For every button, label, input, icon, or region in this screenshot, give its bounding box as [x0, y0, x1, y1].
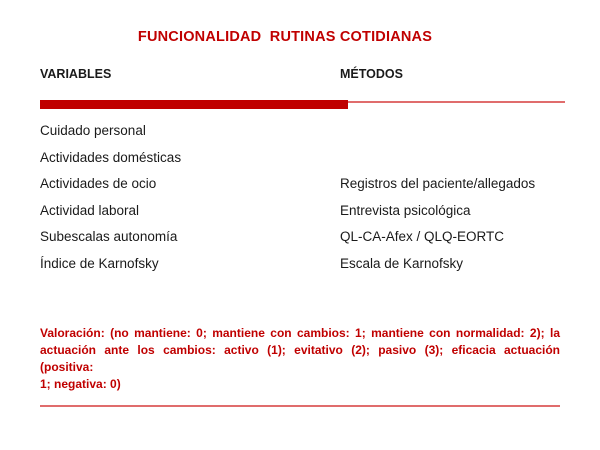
- method-cell: Registros del paciente/allegados: [340, 176, 536, 192]
- method-cell: Entrevista psicológica: [340, 202, 471, 218]
- valoracion-note: [40, 325, 560, 393]
- variable-cell: Actividad laboral: [40, 202, 140, 218]
- valoracion-line: Valoración: (no mantiene: 0; mantiene con cambios: 1; mantiene con normalidad: 2); la: [40, 326, 560, 340]
- method-cell: QL-CA-Afex / QLQ-EORTC: [340, 229, 505, 245]
- slide-title: FUNCIONALIDAD RUTINAS COTIDIANAS: [137, 29, 433, 45]
- table-row: [40, 145, 565, 172]
- variable-cell: Índice de Karnofsky: [40, 255, 159, 271]
- variable-cell: Cuidado personal: [40, 123, 146, 138]
- variable-cell: Actividades de ocio: [40, 176, 157, 192]
- method-cell: Escala de Karnofsky: [340, 255, 464, 271]
- table-row: [40, 198, 565, 225]
- method-cell: [340, 145, 565, 172]
- valoracion-line: 1; negativa: 0): [40, 377, 121, 391]
- divider-thick-bar: [40, 100, 348, 109]
- table-row: [40, 224, 565, 251]
- column-headers: [40, 67, 560, 81]
- table-row: [40, 171, 565, 198]
- variables-methods-table: [40, 118, 565, 278]
- table-row: [40, 118, 565, 145]
- column-header-variables: VARIABLES: [40, 67, 112, 81]
- column-header-metodos: MÉTODOS: [340, 67, 403, 81]
- footer-divider-line: [40, 405, 560, 407]
- method-cell: [340, 118, 565, 145]
- header-divider: [40, 98, 565, 110]
- valoracion-line: actuación ante los cambios: activo (1); evitativo (2); pasivo (3); eficacia actuación (positiva:: [40, 343, 560, 374]
- variable-cell: Subescalas autonomía: [40, 229, 178, 245]
- table-row: [40, 251, 565, 278]
- variable-cell: Actividades domésticas: [40, 149, 182, 165]
